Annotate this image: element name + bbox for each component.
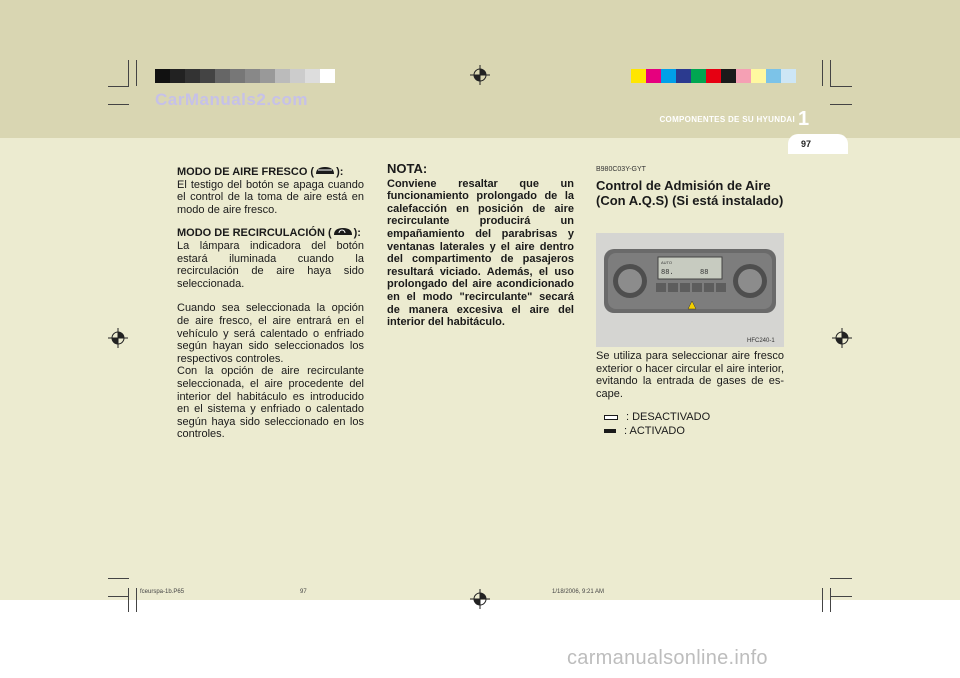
color-swatch bbox=[200, 69, 215, 83]
section-code: B980C03Y-GYT bbox=[596, 166, 646, 173]
climate-control-photo bbox=[596, 233, 784, 347]
color-swatch bbox=[706, 69, 721, 83]
trim-mark bbox=[136, 60, 137, 86]
recirculation-paragraph: Con la opción de aire recirculante seleccionada, el aire procedente del interior del habitáculo es introducido en el sistema y enfriado o calentado según haya sido seleccionado en los controles. bbox=[177, 365, 364, 441]
color-swatch bbox=[230, 69, 245, 83]
fresh-air-icon bbox=[314, 165, 336, 175]
color-swatch bbox=[170, 69, 185, 83]
legend-on: : ACTIVADO bbox=[604, 425, 685, 437]
color-swatch bbox=[155, 69, 170, 83]
svg-text:88: 88 bbox=[700, 269, 709, 277]
color-swatch bbox=[691, 69, 706, 83]
image-label: HFC240-1 bbox=[747, 338, 775, 344]
color-swatch bbox=[305, 69, 320, 83]
color-swatch bbox=[215, 69, 230, 83]
trim-mark bbox=[108, 578, 129, 579]
color-swatch bbox=[781, 69, 796, 83]
color-swatch bbox=[766, 69, 781, 83]
color-swatch bbox=[631, 69, 646, 83]
registration-mark-icon bbox=[470, 589, 490, 609]
trim-mark bbox=[128, 60, 129, 86]
chapter-title: COMPONENTES DE SU HYUNDAI bbox=[659, 115, 795, 124]
grayscale-swatch-strip bbox=[155, 69, 335, 83]
indicator-off-icon bbox=[604, 415, 618, 420]
trim-mark bbox=[128, 588, 129, 612]
trim-mark bbox=[830, 578, 852, 579]
color-swatch bbox=[275, 69, 290, 83]
chapter-number: 1 bbox=[798, 108, 810, 130]
color-swatch bbox=[260, 69, 275, 83]
trim-mark bbox=[822, 60, 823, 86]
bottom-watermark: carmanualsonline.info bbox=[567, 647, 768, 669]
color-swatch bbox=[661, 69, 676, 83]
top-watermark: CarManuals2.com bbox=[155, 90, 308, 109]
footer-page: 97 bbox=[300, 589, 307, 595]
note-body: Conviene resaltar que un funcionamiento prolongado de la calefacción en posición de aire recirculante producirá un empañamiento del parabrisas y ventanas laterales y el aire dentro del compartimento de pasajeros resultará viciado. Además, el uso prolongado del aire acondicionado en el modo "recirculante" secará de manera excesiva el aire del interior del habitáculo. bbox=[387, 177, 574, 329]
legend-off: : DESACTIVADO bbox=[604, 411, 710, 423]
recirc-mode-title: MODO DE RECIRCULACIÓN ( bbox=[177, 227, 332, 240]
indicator-on-icon bbox=[604, 429, 616, 433]
note-title: NOTA: bbox=[387, 161, 428, 176]
fresh-mode-body: El testigo del botón se apaga cuando el control de la toma de aire está en modo de aire fresco. bbox=[177, 178, 364, 216]
trim-mark bbox=[108, 596, 129, 597]
left-column: MODO DE AIRE FRESCO ( ): El testigo del botón se apaga cuando el control de la toma de aire está en modo de aire fresco. MODO DE RECIRCULACIÓN ( ): La lámpara indicadora del botón estará iluminada cuando la recirculación de aire haya sido seleccionada. Cuando sea seleccionada la opción de aire fresco, el aire entrará en el vehículo y será calentado o enfriado según hayan sido seleccionados los respectivos controles. Con la opción de aire recirculante seleccionada, el aire procedente del interior del habitáculo es introducido en el sistema y enfriado o calentado según haya sido seleccionado en los controles. bbox=[177, 166, 364, 441]
trim-mark bbox=[830, 60, 831, 86]
color-swatch bbox=[736, 69, 751, 83]
trim-mark bbox=[136, 588, 137, 612]
recirculation-icon bbox=[332, 226, 354, 236]
trim-mark bbox=[830, 588, 831, 612]
fresh-air-paragraph: Cuando sea seleccionada la opción de aire fresco, el aire entrará en el vehículo y será calentado o enfriado según hayan sido seleccionados los respectivos controles. bbox=[177, 302, 364, 365]
registration-mark-icon bbox=[470, 65, 490, 85]
svg-text:88.: 88. bbox=[661, 269, 674, 277]
trim-mark bbox=[108, 104, 129, 105]
page-number: 97 bbox=[800, 139, 811, 149]
color-swatch bbox=[646, 69, 661, 83]
recirc-mode-body: La lámpara indicadora del botón estará iluminada cuando la recirculación de aire haya sido seleccionada. bbox=[177, 239, 364, 290]
color-swatch bbox=[676, 69, 691, 83]
intake-description: Se utiliza para seleccionar aire fresco exterior o hacer circular el aire interior, evitando la entrada de gases de es- cape. bbox=[596, 350, 784, 400]
color-swatch bbox=[721, 69, 736, 83]
trim-mark bbox=[822, 588, 823, 612]
trim-mark bbox=[830, 104, 852, 105]
right-column-body bbox=[596, 350, 784, 412]
right-column bbox=[596, 164, 784, 216]
color-swatch-strip bbox=[631, 69, 796, 83]
middle-column bbox=[387, 163, 574, 329]
trim-mark bbox=[830, 596, 852, 597]
section-title: Control de Admisión de Aire (Con A.Q.S) (Si está instalado) bbox=[596, 177, 784, 208]
registration-mark-icon bbox=[108, 328, 128, 348]
color-swatch bbox=[751, 69, 766, 83]
svg-text:AUTO: AUTO bbox=[661, 260, 673, 265]
footer-filename: fceurspa-1b.P65 bbox=[140, 589, 185, 595]
color-swatch bbox=[290, 69, 305, 83]
color-swatch bbox=[185, 69, 200, 83]
fresh-mode-title: MODO DE AIRE FRESCO ( bbox=[177, 166, 315, 178]
trim-mark bbox=[108, 86, 129, 87]
registration-mark-icon bbox=[832, 328, 852, 348]
color-swatch bbox=[320, 69, 335, 83]
color-swatch bbox=[245, 69, 260, 83]
footer-date: 1/18/2006, 9:21 AM bbox=[552, 589, 605, 595]
trim-mark bbox=[830, 86, 852, 87]
